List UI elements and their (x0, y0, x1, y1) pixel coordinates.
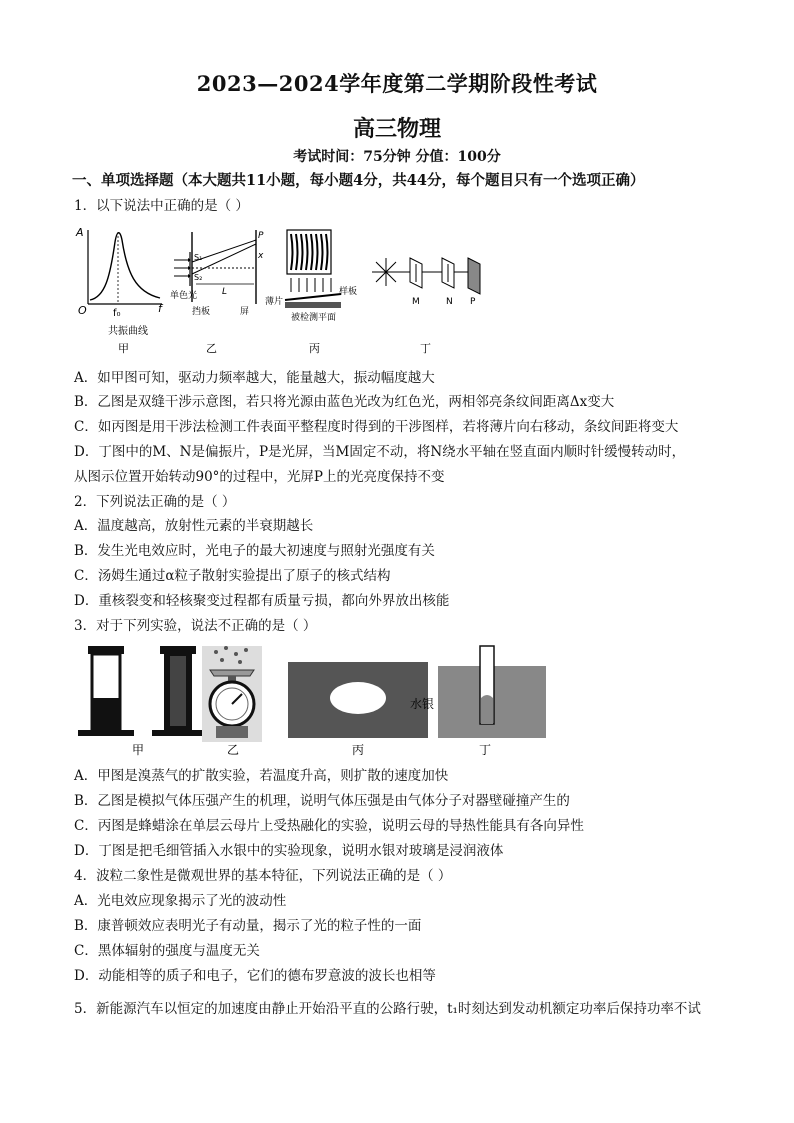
q1-option-a: A．如甲图可知，驱动力频率越大，能量越大，振动幅度越大 (74, 370, 435, 386)
q3-option-d: D．丁图是把毛细管插入水银中的实验现象，说明水银对玻璃是浸润液体 (74, 843, 504, 859)
q2-option-a: A．温度越高，放射性元素的半衰期越长 (74, 518, 314, 534)
label-mono-light: 单色光 (170, 291, 198, 301)
q5-stem: 5．新能源汽车以恒定的加速度由静止开始沿平直的公路行驶，t₁时刻达到发动机额定功率后保持功率不试 (74, 1001, 701, 1017)
subject-title: 高三物理 (352, 116, 441, 142)
label-s2: S₂ (194, 273, 203, 282)
label-p: P (258, 231, 264, 241)
label-x: x (258, 251, 264, 261)
fig-label-yi-3: 乙 (227, 743, 240, 757)
q4-option-c: C．黑体辐射的强度与温度无关 (74, 943, 260, 959)
label-mercury: 水银 (410, 697, 435, 711)
q1-figures (70, 222, 510, 357)
fig-double-slit (170, 230, 264, 355)
fig-thin-film (265, 230, 357, 355)
q1-option-d-cont: 从图示位置开始转动90°的过程中，光屏P上的光亮度保持不变 (74, 469, 445, 485)
fig-gas-pressure (202, 646, 262, 757)
label-n: N (446, 297, 453, 307)
fig-capillary (410, 646, 546, 757)
label-f0: f₀ (113, 308, 121, 319)
q3-stem: 3．对于下列实验，说法不正确的是（ ） (74, 618, 317, 634)
exam-meta: 考试时间：75分钟 分值：100分 (293, 149, 501, 165)
fig-label-jia-3: 甲 (132, 743, 145, 757)
q2-stem: 2．下列说法正确的是（ ） (74, 494, 236, 510)
label-origin: O (78, 304, 87, 317)
fig-label-yi: 乙 (206, 342, 217, 355)
label-s1: S₁ (194, 253, 203, 262)
label-resonance: 共振曲线 (108, 326, 148, 337)
fig-polarizers (372, 258, 480, 355)
q3-option-b: B．乙图是模拟气体压强产生的机理，说明气体压强是由气体分子对器壁碰撞产生的 (74, 793, 570, 809)
label-baffle: 挡板 (192, 307, 211, 317)
q4-option-a: A．光电效应现象揭示了光的波动性 (74, 893, 287, 909)
q2-option-b: B．发生光电效应时，光电子的最大初速度与照射光强度有关 (74, 543, 435, 559)
fig-label-ding: 丁 (420, 342, 431, 355)
section-heading: 一、单项选择题（本大题共11小题，每小题4分，共44分，每个题目只有一个选项正确） (72, 172, 645, 189)
q3-option-c: C．丙图是蜂蜡涂在单层云母片上受热融化的实验，说明云母的导热性能具有各向异性 (74, 818, 584, 834)
label-axis-f: f (158, 302, 162, 315)
fig-label-jia: 甲 (118, 342, 129, 355)
q1-option-c: C．如丙图是用干涉法检测工件表面平整程度时得到的干涉图样，若将薄片向右移动，条纹间距将变大 (74, 419, 679, 435)
label-l: L (222, 287, 228, 297)
exam-title: 2023—2024学年度第二学期阶段性考试 (196, 71, 598, 96)
q4-option-b: B．康普顿效应表明光子有动量，揭示了光的粒子性的一面 (74, 918, 422, 934)
q1-option-b: B．乙图是双缝干涉示意图，若只将光源由蓝色光改为红色光，两相邻亮条纹间距离Δx变大 (74, 394, 615, 410)
q4-option-d: D．动能相等的质子和电子，它们的德布罗意波的波长也相等 (74, 968, 436, 984)
q1-stem: 1．以下说法中正确的是（ ） (74, 198, 249, 214)
label-thin-slice: 薄片 (265, 297, 284, 307)
q3-figures (74, 642, 554, 762)
label-axis-a: A (76, 226, 84, 239)
fig-label-bing-3: 丙 (352, 743, 365, 757)
q1-option-d: D．丁图中的M、N是偏振片，P是光屏，当M固定不动，将N绕水平轴在竖直面内顺时针缓慢转动时， (74, 444, 686, 460)
q3-option-a: A．甲图是溴蒸气的扩散实验，若温度升高，则扩散的速度加快 (74, 768, 449, 784)
label-screen: 屏 (240, 307, 250, 317)
fig-label-bing: 丙 (309, 342, 320, 355)
fig-label-ding-3: 丁 (479, 743, 492, 757)
label-test-plane: 被检测平面 (291, 313, 337, 323)
q4-stem: 4．波粒二象性是微观世界的基本特征，下列说法正确的是（ ） (74, 868, 452, 884)
q2-option-c: C．汤姆生通过α粒子散射实验提出了原子的核式结构 (74, 568, 391, 584)
fig-diffusion (78, 646, 208, 757)
fig-resonance-curve (75, 226, 164, 355)
q2-option-d: D．重核裂变和轻核聚变过程都有质量亏损，都向外界放出核能 (74, 593, 450, 609)
label-p2: P (470, 297, 476, 307)
fig-mica-wax (288, 662, 428, 757)
label-m: M (412, 297, 420, 307)
label-sample: 样板 (339, 287, 358, 297)
